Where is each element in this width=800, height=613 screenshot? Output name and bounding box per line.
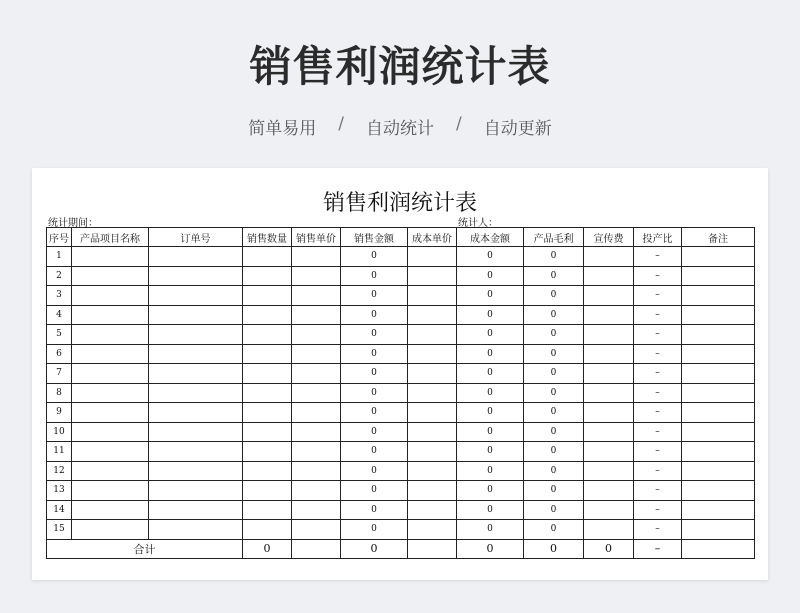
row-number: 3 — [47, 286, 72, 306]
cell-sales-amount: 0 — [341, 422, 408, 442]
table-row — [47, 520, 755, 540]
cell-cost-amount: 0 — [457, 266, 524, 286]
cell-sales-qty — [243, 461, 292, 481]
cell-sales-qty — [243, 325, 292, 345]
person-label: 统计人： — [458, 218, 498, 229]
tag-separator: / — [338, 114, 344, 134]
cell-roi: – — [634, 481, 682, 501]
page-title: 销售利润统计表 — [249, 42, 551, 91]
row-number: 10 — [47, 422, 72, 442]
cell-promo-fee — [584, 286, 634, 306]
cell-sales-amount: 0 — [341, 481, 408, 501]
cell-remark — [682, 247, 755, 267]
cell-sales-price — [292, 325, 341, 345]
total-roi: – — [634, 539, 682, 559]
total-promo-fee: 0 — [584, 539, 634, 559]
cell-sales-price — [292, 520, 341, 540]
cell-product-name — [72, 403, 149, 423]
cell-sales-qty — [243, 266, 292, 286]
cell-sales-price — [292, 364, 341, 384]
cell-cost-price — [408, 325, 457, 345]
cell-order-no — [149, 481, 243, 501]
cell-roi: – — [634, 247, 682, 267]
cell-cost-amount: 0 — [457, 305, 524, 325]
column-header-cost-amount: 成本金额 — [457, 228, 524, 247]
cell-roi: – — [634, 364, 682, 384]
row-number: 8 — [47, 383, 72, 403]
column-header-product-name: 产品项目名称 — [72, 228, 149, 247]
cell-sales-price — [292, 383, 341, 403]
cell-gross-profit: 0 — [524, 364, 584, 384]
cell-sales-price — [292, 403, 341, 423]
cell-order-no — [149, 520, 243, 540]
table-row — [47, 305, 755, 325]
cell-remark — [682, 266, 755, 286]
table-row — [47, 403, 755, 423]
tag-separator: / — [456, 114, 462, 134]
row-number: 15 — [47, 520, 72, 540]
cell-order-no — [149, 344, 243, 364]
column-header-sales-qty: 销售数量 — [243, 228, 292, 247]
table-row — [47, 286, 755, 306]
cell-remark — [682, 422, 755, 442]
column-header-promo-fee: 宣传费 — [584, 228, 634, 247]
cell-sales-qty — [243, 442, 292, 462]
cell-order-no — [149, 286, 243, 306]
total-gross-profit: 0 — [524, 539, 584, 559]
column-header-remark: 备注 — [682, 228, 755, 247]
cell-promo-fee — [584, 403, 634, 423]
cell-remark — [682, 442, 755, 462]
cell-cost-price — [408, 442, 457, 462]
cell-sales-qty — [243, 520, 292, 540]
table-row — [47, 481, 755, 501]
cell-gross-profit: 0 — [524, 325, 584, 345]
cell-cost-price — [408, 286, 457, 306]
cell-cost-amount: 0 — [457, 247, 524, 267]
cell-product-name — [72, 266, 149, 286]
column-header-sales-amount: 销售金额 — [341, 228, 408, 247]
row-number: 7 — [47, 364, 72, 384]
cell-roi: – — [634, 422, 682, 442]
cell-product-name — [72, 286, 149, 306]
cell-sales-amount: 0 — [341, 305, 408, 325]
cell-promo-fee — [584, 520, 634, 540]
cell-sales-amount: 0 — [341, 383, 408, 403]
cell-remark — [682, 344, 755, 364]
cell-cost-price — [408, 500, 457, 520]
table-row — [47, 442, 755, 462]
cell-sales-amount: 0 — [341, 442, 408, 462]
cell-cost-price — [408, 403, 457, 423]
spreadsheet-preview — [32, 168, 768, 580]
total-label: 合计 — [47, 539, 243, 559]
cell-sales-qty — [243, 383, 292, 403]
cell-gross-profit: 0 — [524, 305, 584, 325]
cell-roi: – — [634, 325, 682, 345]
table-row — [47, 500, 755, 520]
table-row — [47, 266, 755, 286]
cell-cost-price — [408, 481, 457, 501]
cell-sales-qty — [243, 305, 292, 325]
cell-promo-fee — [584, 325, 634, 345]
cell-cost-amount: 0 — [457, 403, 524, 423]
cell-order-no — [149, 247, 243, 267]
cell-promo-fee — [584, 383, 634, 403]
cell-roi: – — [634, 344, 682, 364]
cell-cost-amount: 0 — [457, 344, 524, 364]
cell-cost-price — [408, 422, 457, 442]
feature-tag: 自动统计 — [366, 119, 434, 139]
cell-promo-fee — [584, 481, 634, 501]
cell-sales-qty — [243, 247, 292, 267]
row-number: 13 — [47, 481, 72, 501]
cell-sales-price — [292, 305, 341, 325]
cell-gross-profit: 0 — [524, 442, 584, 462]
cell-sales-qty — [243, 481, 292, 501]
cell-sales-amount: 0 — [341, 266, 408, 286]
table-row — [47, 364, 755, 384]
cell-roi: – — [634, 403, 682, 423]
total-sales-qty: 0 — [243, 539, 292, 559]
row-number: 1 — [47, 247, 72, 267]
cell-cost-amount: 0 — [457, 325, 524, 345]
cell-gross-profit: 0 — [524, 500, 584, 520]
cell-order-no — [149, 461, 243, 481]
cell-product-name — [72, 325, 149, 345]
cell-sales-qty — [243, 344, 292, 364]
cell-order-no — [149, 364, 243, 384]
cell-gross-profit: 0 — [524, 520, 584, 540]
cell-roi: – — [634, 305, 682, 325]
feature-tag: 简单易用 — [248, 119, 317, 139]
cell-remark — [682, 481, 755, 501]
cell-sales-amount: 0 — [341, 520, 408, 540]
cell-product-name — [72, 305, 149, 325]
cell-remark — [682, 461, 755, 481]
cell-cost-amount: 0 — [457, 520, 524, 540]
cell-cost-price — [408, 247, 457, 267]
cell-remark — [682, 403, 755, 423]
cell-order-no — [149, 442, 243, 462]
cell-sales-price — [292, 481, 341, 501]
cell-cost-price — [408, 461, 457, 481]
cell-sales-amount: 0 — [341, 247, 408, 267]
cell-sales-amount: 0 — [341, 344, 408, 364]
cell-sales-qty — [243, 422, 292, 442]
cell-promo-fee — [584, 442, 634, 462]
cell-cost-price — [408, 520, 457, 540]
cell-promo-fee — [584, 305, 634, 325]
sheet-title: 销售利润统计表 — [322, 191, 477, 216]
table-row — [47, 461, 755, 481]
cell-remark — [682, 305, 755, 325]
period-label: 统计期间： — [48, 218, 98, 229]
table-row — [47, 247, 755, 267]
cell-order-no — [149, 403, 243, 423]
cell-cost-amount: 0 — [457, 442, 524, 462]
cell-sales-amount: 0 — [341, 364, 408, 384]
cell-gross-profit: 0 — [524, 461, 584, 481]
cell-sales-price — [292, 442, 341, 462]
cell-promo-fee — [584, 461, 634, 481]
feature-tags — [0, 114, 800, 139]
cell-remark — [682, 325, 755, 345]
cell-sales-price — [292, 344, 341, 364]
cell-roi: – — [634, 520, 682, 540]
cell-sales-price — [292, 266, 341, 286]
cell-promo-fee — [584, 344, 634, 364]
cell-cost-amount: 0 — [457, 500, 524, 520]
cell-gross-profit: 0 — [524, 403, 584, 423]
row-number: 9 — [47, 403, 72, 423]
total-row — [47, 539, 755, 559]
total-sales-price — [292, 539, 341, 559]
cell-remark — [682, 364, 755, 384]
profit-table — [46, 227, 755, 559]
cell-sales-qty — [243, 403, 292, 423]
cell-product-name — [72, 481, 149, 501]
cell-product-name — [72, 344, 149, 364]
row-number: 5 — [47, 325, 72, 345]
row-number: 4 — [47, 305, 72, 325]
feature-tag: 自动更新 — [483, 119, 552, 139]
cell-product-name — [72, 461, 149, 481]
cell-gross-profit: 0 — [524, 481, 584, 501]
table-row — [47, 325, 755, 345]
table-row — [47, 383, 755, 403]
total-sales-amount: 0 — [341, 539, 408, 559]
header-row — [47, 228, 755, 247]
cell-cost-amount: 0 — [457, 481, 524, 501]
total-remark — [682, 539, 755, 559]
cell-cost-price — [408, 344, 457, 364]
cell-sales-qty — [243, 500, 292, 520]
cell-roi: – — [634, 461, 682, 481]
cell-roi: – — [634, 266, 682, 286]
table-row — [47, 422, 755, 442]
cell-promo-fee — [584, 247, 634, 267]
cell-product-name — [72, 520, 149, 540]
row-number: 14 — [47, 500, 72, 520]
cell-gross-profit: 0 — [524, 344, 584, 364]
cell-cost-amount: 0 — [457, 364, 524, 384]
cell-roi: – — [634, 383, 682, 403]
cell-sales-amount: 0 — [341, 325, 408, 345]
column-header-no: 序号 — [47, 228, 72, 247]
cell-cost-price — [408, 305, 457, 325]
cell-product-name — [72, 383, 149, 403]
cell-promo-fee — [584, 364, 634, 384]
row-number: 11 — [47, 442, 72, 462]
cell-sales-amount: 0 — [341, 500, 408, 520]
cell-cost-amount: 0 — [457, 286, 524, 306]
cell-order-no — [149, 305, 243, 325]
cell-gross-profit: 0 — [524, 247, 584, 267]
column-header-gross-profit: 产品毛利 — [524, 228, 584, 247]
cell-sales-price — [292, 500, 341, 520]
table-row — [47, 344, 755, 364]
cell-gross-profit: 0 — [524, 286, 584, 306]
cell-remark — [682, 520, 755, 540]
cell-order-no — [149, 500, 243, 520]
cell-gross-profit: 0 — [524, 422, 584, 442]
cell-product-name — [72, 442, 149, 462]
column-header-cost-price: 成本单价 — [408, 228, 457, 247]
cell-sales-price — [292, 286, 341, 306]
cell-gross-profit: 0 — [524, 266, 584, 286]
cell-promo-fee — [584, 266, 634, 286]
cell-cost-amount: 0 — [457, 461, 524, 481]
cell-roi: – — [634, 286, 682, 306]
column-header-sales-price: 销售单价 — [292, 228, 341, 247]
cell-promo-fee — [584, 422, 634, 442]
cell-order-no — [149, 422, 243, 442]
total-cost-amount: 0 — [457, 539, 524, 559]
cell-cost-price — [408, 383, 457, 403]
column-header-roi: 投产比 — [634, 228, 682, 247]
cell-product-name — [72, 500, 149, 520]
cell-cost-price — [408, 364, 457, 384]
cell-product-name — [72, 364, 149, 384]
cell-roi: – — [634, 500, 682, 520]
cell-sales-amount: 0 — [341, 403, 408, 423]
cell-sales-price — [292, 422, 341, 442]
cell-sales-amount: 0 — [341, 461, 408, 481]
cell-remark — [682, 286, 755, 306]
cell-promo-fee — [584, 500, 634, 520]
cell-cost-price — [408, 266, 457, 286]
cell-cost-amount: 0 — [457, 422, 524, 442]
cell-remark — [682, 500, 755, 520]
row-number: 6 — [47, 344, 72, 364]
cell-sales-amount: 0 — [341, 286, 408, 306]
cell-cost-amount: 0 — [457, 383, 524, 403]
cell-sales-qty — [243, 286, 292, 306]
cell-order-no — [149, 266, 243, 286]
row-number: 2 — [47, 266, 72, 286]
cell-roi: – — [634, 442, 682, 462]
cell-sales-price — [292, 247, 341, 267]
total-cost-price — [408, 539, 457, 559]
cell-gross-profit: 0 — [524, 383, 584, 403]
cell-sales-qty — [243, 364, 292, 384]
cell-order-no — [149, 325, 243, 345]
row-number: 12 — [47, 461, 72, 481]
column-header-order-no: 订单号 — [149, 228, 243, 247]
cell-remark — [682, 383, 755, 403]
cell-product-name — [72, 422, 149, 442]
cell-product-name — [72, 247, 149, 267]
cell-order-no — [149, 383, 243, 403]
cell-sales-price — [292, 461, 341, 481]
